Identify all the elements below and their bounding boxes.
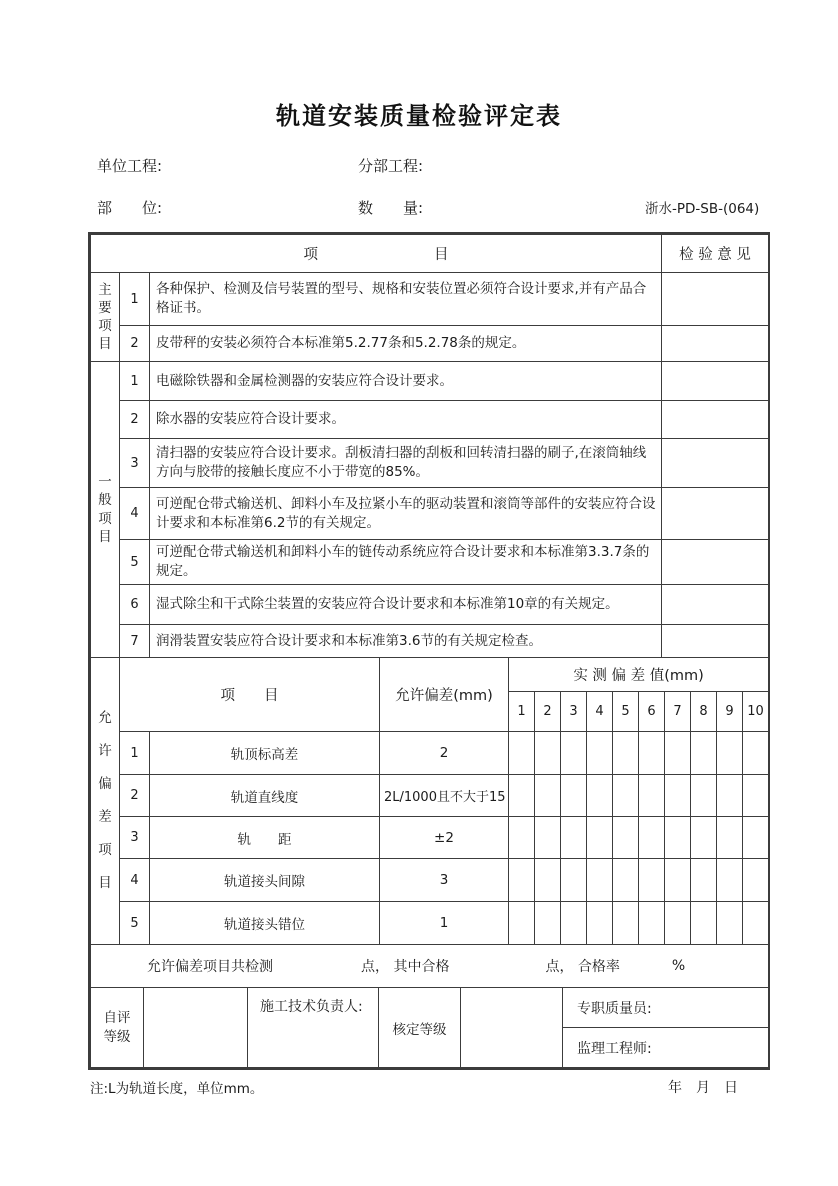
measured-cell bbox=[691, 859, 717, 902]
measured-cell bbox=[639, 817, 665, 859]
row-number: 3 bbox=[120, 439, 150, 488]
item-text: 可逆配仓带式输送机、卸料小车及拉紧小车的驱动装置和滚筒等部件的安装应符合设计要求和本标准第6.2节的有关规定。 bbox=[150, 488, 662, 540]
item-text: 除水器的安装应符合设计要求。 bbox=[150, 401, 662, 439]
measure-col-header: 1 bbox=[509, 692, 535, 732]
verified-grade-value-cell bbox=[461, 988, 563, 1068]
summary-row bbox=[91, 945, 769, 988]
measured-deviation-header: 实 测 偏 差 值(mm) bbox=[509, 658, 769, 692]
opinion-cell bbox=[662, 273, 769, 326]
allowed-value: 2L/1000且不大于15 bbox=[380, 775, 509, 817]
measure-col-header: 7 bbox=[665, 692, 691, 732]
opinion-cell bbox=[662, 540, 769, 585]
item-text: 电磁除铁器和金属检测器的安装应符合设计要求。 bbox=[150, 362, 662, 401]
measured-cell bbox=[561, 817, 587, 859]
row-number: 4 bbox=[120, 859, 150, 902]
measured-cell bbox=[743, 775, 769, 817]
measure-col-header: 9 bbox=[717, 692, 743, 732]
allowed-value: 2 bbox=[380, 732, 509, 775]
measured-cell bbox=[535, 732, 561, 775]
item-text: 皮带秤的安装必须符合本标准第5.2.77条和5.2.78条的规定。 bbox=[150, 326, 662, 362]
deviation-row bbox=[91, 732, 769, 775]
tech-lead-label: 施工技术负责人: bbox=[248, 988, 379, 1068]
table-row bbox=[91, 439, 769, 488]
measured-cell bbox=[535, 859, 561, 902]
row-number: 1 bbox=[120, 273, 150, 326]
row-number: 2 bbox=[120, 775, 150, 817]
measured-cell bbox=[691, 902, 717, 945]
unit-project-field: 单位工程: bbox=[97, 157, 163, 175]
summary-cell bbox=[91, 945, 769, 988]
summary-mid2: 点， 合格率 bbox=[545, 959, 620, 975]
quality-officer-label: 专职质量员: bbox=[563, 988, 769, 1028]
row-number: 5 bbox=[120, 902, 150, 945]
table-row bbox=[91, 585, 769, 625]
measured-cell bbox=[743, 859, 769, 902]
measured-cell bbox=[613, 902, 639, 945]
measured-cell bbox=[691, 817, 717, 859]
measured-cell bbox=[743, 732, 769, 775]
measured-cell bbox=[535, 775, 561, 817]
measure-col-header: 4 bbox=[587, 692, 613, 732]
measured-cell bbox=[717, 859, 743, 902]
measured-cell bbox=[639, 902, 665, 945]
deviation-item: 轨道接头错位 bbox=[150, 902, 380, 945]
item-text: 湿式除尘和干式除尘装置的安装应符合设计要求和本标准第10章的有关规定。 bbox=[150, 585, 662, 625]
items-table bbox=[90, 234, 769, 658]
opinion-cell bbox=[662, 401, 769, 439]
measured-cell bbox=[509, 775, 535, 817]
quantity-field: 数 量: bbox=[358, 199, 424, 217]
measured-cell bbox=[613, 775, 639, 817]
measure-col-header: 10 bbox=[743, 692, 769, 732]
supervisor-label: 监理工程师: bbox=[563, 1028, 769, 1068]
deviation-row bbox=[91, 775, 769, 817]
measured-cell bbox=[561, 732, 587, 775]
self-grade-label: 自评等级 bbox=[91, 988, 144, 1068]
measured-cell bbox=[743, 902, 769, 945]
measured-cell bbox=[691, 732, 717, 775]
measured-cell bbox=[587, 817, 613, 859]
measured-cell bbox=[535, 902, 561, 945]
measured-cell bbox=[717, 902, 743, 945]
measure-col-header: 5 bbox=[613, 692, 639, 732]
measured-cell bbox=[717, 817, 743, 859]
page-title: 轨道安装质量检验评定表 bbox=[276, 102, 562, 130]
general-items-section-label: 一般项目 bbox=[91, 362, 120, 658]
main-items-section-label: 主要项目 bbox=[91, 273, 120, 362]
footnote: 注:L为轨道长度，单位mm。 bbox=[90, 1081, 264, 1097]
deviation-item-header: 项 目 bbox=[120, 658, 380, 732]
summary-mid1: 点， 其中合格 bbox=[361, 959, 450, 975]
measured-cell bbox=[613, 817, 639, 859]
inspection-form-table bbox=[88, 232, 770, 1070]
measured-cell bbox=[561, 775, 587, 817]
measured-cell bbox=[665, 817, 691, 859]
allowed-value: 1 bbox=[380, 902, 509, 945]
measured-cell bbox=[639, 775, 665, 817]
measured-cell bbox=[561, 902, 587, 945]
measured-cell bbox=[587, 902, 613, 945]
table-row bbox=[91, 401, 769, 439]
measured-cell bbox=[665, 732, 691, 775]
deviation-row bbox=[91, 817, 769, 859]
opinion-cell bbox=[662, 439, 769, 488]
measure-col-header: 2 bbox=[535, 692, 561, 732]
measured-cell bbox=[587, 775, 613, 817]
item-text: 清扫器的安装应符合设计要求。刮板清扫器的刮板和回转清扫器的刷子,在滚筒轴线方向与胶带的接触长度应不小于带宽的85%。 bbox=[150, 439, 662, 488]
measured-cell bbox=[509, 902, 535, 945]
verified-grade-label: 核定等级 bbox=[379, 988, 461, 1068]
opinion-cell bbox=[662, 625, 769, 658]
measured-cell bbox=[535, 817, 561, 859]
item-text: 润滑装置安装应符合设计要求和本标准第3.6节的有关规定检查。 bbox=[150, 625, 662, 658]
measured-cell bbox=[665, 902, 691, 945]
self-grade-value-cell bbox=[144, 988, 248, 1068]
measured-cell bbox=[561, 859, 587, 902]
summary-percent: % bbox=[671, 958, 686, 974]
measured-cell bbox=[665, 775, 691, 817]
deviation-header-row bbox=[91, 658, 769, 692]
deviation-row bbox=[91, 859, 769, 902]
row-number: 5 bbox=[120, 540, 150, 585]
measured-cell bbox=[587, 859, 613, 902]
measured-cell bbox=[509, 859, 535, 902]
measure-col-header: 3 bbox=[561, 692, 587, 732]
measured-cell bbox=[639, 859, 665, 902]
table-row bbox=[91, 625, 769, 658]
opinion-cell bbox=[662, 362, 769, 401]
row-number: 1 bbox=[120, 732, 150, 775]
row-number: 3 bbox=[120, 817, 150, 859]
table-row bbox=[91, 362, 769, 401]
deviation-item: 轨 距 bbox=[150, 817, 380, 859]
item-text: 各种保护、检测及信号装置的型号、规格和安装位置必须符合设计要求,并有产品合格证书。 bbox=[150, 273, 662, 326]
allowed-deviation-header: 允许偏差(mm) bbox=[380, 658, 509, 732]
measured-cell bbox=[639, 732, 665, 775]
measured-cell bbox=[587, 732, 613, 775]
measured-cell bbox=[717, 732, 743, 775]
table-row bbox=[91, 273, 769, 326]
table-row bbox=[91, 540, 769, 585]
deviation-row bbox=[91, 902, 769, 945]
sub-project-field: 分部工程: bbox=[358, 157, 424, 175]
row-number: 1 bbox=[120, 362, 150, 401]
item-column-header: 项 目 bbox=[91, 235, 662, 273]
table-row bbox=[91, 326, 769, 362]
measured-cell bbox=[509, 732, 535, 775]
opinion-cell bbox=[662, 585, 769, 625]
opinion-cell bbox=[662, 488, 769, 540]
items-header-row bbox=[91, 235, 769, 273]
signature-table bbox=[90, 987, 769, 1068]
measured-cell bbox=[509, 817, 535, 859]
date-line: 年 月 日 bbox=[668, 1080, 738, 1096]
item-text: 可逆配仓带式输送机和卸料小车的链传动系统应符合设计要求和本标准第3.3.7条的规定。 bbox=[150, 540, 662, 585]
measured-cell bbox=[665, 859, 691, 902]
table-row bbox=[91, 488, 769, 540]
allowed-value: ±2 bbox=[380, 817, 509, 859]
measured-cell bbox=[691, 775, 717, 817]
location-field: 部 位: bbox=[97, 199, 163, 217]
deviation-section-label: 允许偏差项目 bbox=[91, 658, 120, 945]
deviation-item: 轨顶标高差 bbox=[150, 732, 380, 775]
measured-cell bbox=[613, 859, 639, 902]
opinion-cell bbox=[662, 326, 769, 362]
deviation-item: 轨道接头间隙 bbox=[150, 859, 380, 902]
doc-number: 浙水-PD-SB-(064) bbox=[645, 201, 760, 217]
row-number: 2 bbox=[120, 401, 150, 439]
measure-col-header: 6 bbox=[639, 692, 665, 732]
row-number: 2 bbox=[120, 326, 150, 362]
summary-lead: 允许偏差项目共检测 bbox=[147, 959, 273, 975]
row-number: 6 bbox=[120, 585, 150, 625]
allowed-value: 3 bbox=[380, 859, 509, 902]
deviation-item: 轨道直线度 bbox=[150, 775, 380, 817]
row-number: 4 bbox=[120, 488, 150, 540]
measure-col-header: 8 bbox=[691, 692, 717, 732]
signature-row bbox=[91, 988, 769, 1028]
measured-cell bbox=[717, 775, 743, 817]
measured-cell bbox=[613, 732, 639, 775]
row-number: 7 bbox=[120, 625, 150, 658]
measured-cell bbox=[743, 817, 769, 859]
deviation-table bbox=[90, 657, 769, 988]
opinion-column-header: 检 验 意 见 bbox=[662, 235, 769, 273]
